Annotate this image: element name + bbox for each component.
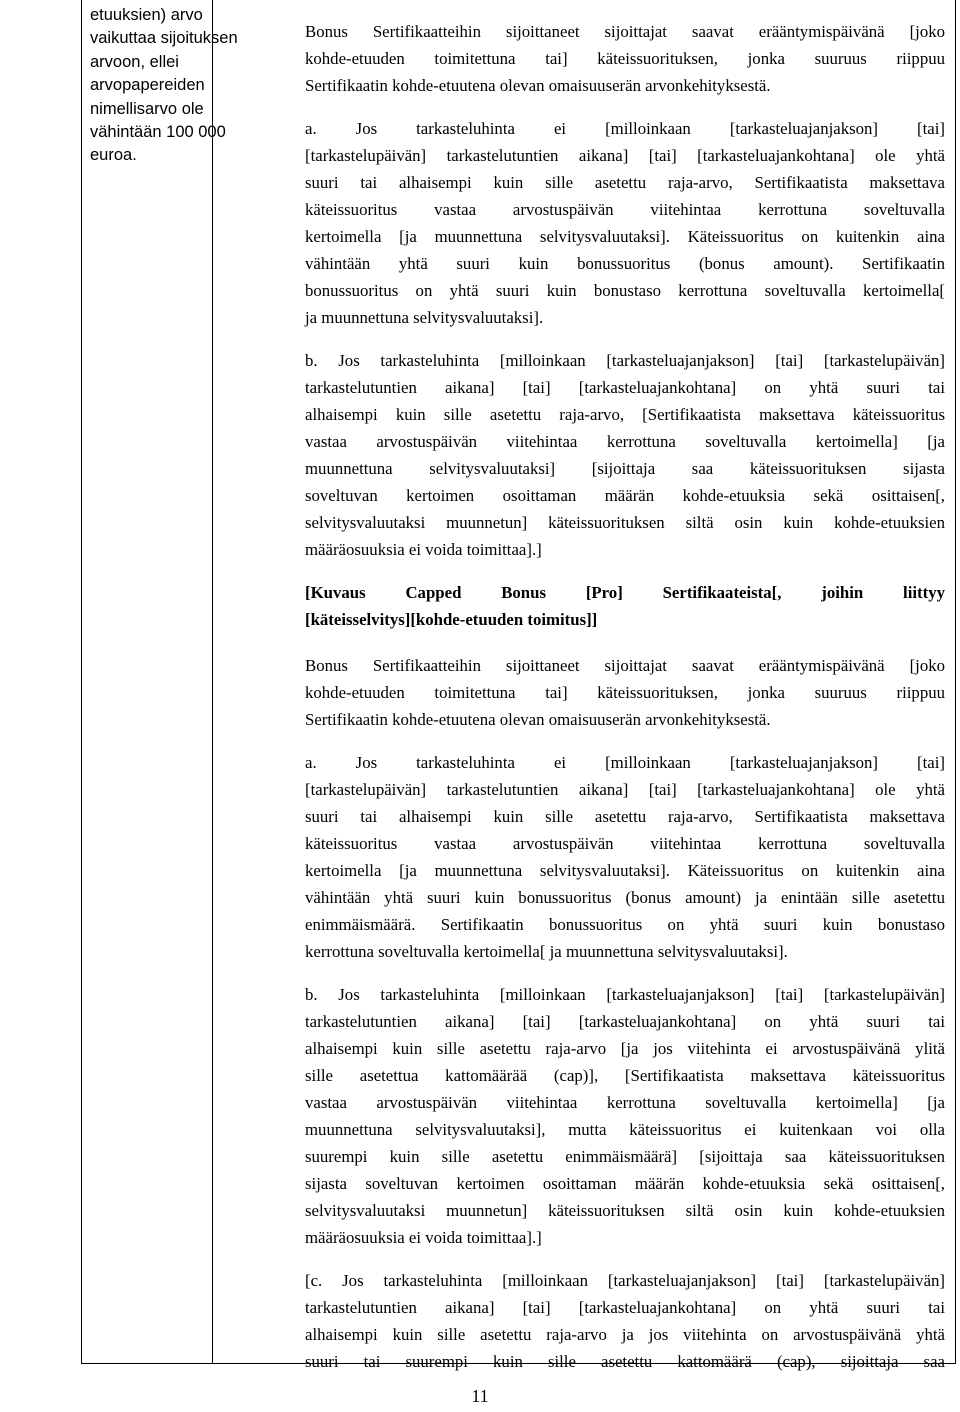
paragraph-line: enimmäismäärä. Sertifikaatin bonussuoritus on yhtä suuri kuin bonustaso: [305, 915, 945, 934]
left-cell-line: etuuksien) arvo: [90, 6, 203, 24]
paragraph-line: Sertifikaatin kohde-etuutena olevan omaisuuserän arvonkehityksestä.: [305, 710, 771, 729]
paragraph-line: vähintään yhtä suuri kuin bonussuoritus (bonus amount) ja enintään sille asetettu: [305, 888, 945, 907]
paragraph-line: tarkastelutuntien aikana] [tai] [tarkasteluajankohtana] on yhtä suuri tai: [305, 1012, 945, 1031]
paragraph-line: vastaa arvostuspäivän viitehintaa kerrottuna soveltuvalla kertoimella] [ja: [305, 1093, 945, 1112]
body-paragraph: [305, 981, 945, 1251]
paragraph-line: Sertifikaatin kohde-etuutena olevan omaisuuserän arvonkehityksestä.: [305, 76, 771, 95]
paragraph-line: muunnettuna selvitysvaluutaksi] [sijoittaja saa käteissuorituksen sijasta: [305, 459, 945, 478]
left-cell-line: arvoon, ellei: [90, 52, 179, 71]
body-paragraph: [305, 749, 945, 965]
paragraph-line: [tarkastelupäivän] tarkastelutuntien aikana] [tai] [tarkasteluajankohtana] ole yhtä: [305, 780, 945, 799]
paragraph-line: kohde-etuuden toimitettuna tai] käteissuorituksen, jonka suuruus riippuu: [305, 683, 945, 702]
body-paragraph: [305, 18, 945, 99]
paragraph-line: a. Jos tarkasteluhinta ei [milloinkaan [tarkasteluajanjakson] [tai]: [305, 753, 945, 772]
paragraph-line: tarkastelutuntien aikana] [tai] [tarkasteluajankohtana] on yhtä suuri tai: [305, 378, 945, 397]
paragraph-line: kertoimella [ja muunnettuna selvitysvaluutaksi]. Käteissuoritus on kuitenkin aina: [305, 861, 945, 880]
paragraph-line: alhaisempi kuin sille asetettu raja-arvo ja jos viitehinta on arvostuspäivänä yhtä: [305, 1325, 945, 1344]
paragraph-line: kerrottuna soveltuvalla kertoimella[ ja muunnettuna selvitysvaluutaksi].: [305, 942, 788, 961]
left-cell-line: euroa.: [90, 146, 137, 165]
paragraph-line: [tarkastelupäivän] tarkastelutuntien aikana] [tai] [tarkasteluajankohtana] ole yhtä: [305, 146, 945, 165]
paragraph-line: käteissuoritus vastaa arvostuspäivän viitehintaa kerrottuna soveltuvalla: [305, 200, 945, 219]
paragraph-line: muunnettuna selvitysvaluutaksi], mutta käteissuoritus ei kuitenkaan voi olla: [305, 1120, 945, 1139]
left-cell-line: vähintään 100 000: [90, 123, 226, 142]
column-divider: [212, 0, 213, 1364]
paragraph-line: Bonus Sertifikaatteihin sijoittaneet sijoittajat saavat erääntymispäivänä [joko: [305, 22, 945, 41]
section-heading: [305, 579, 945, 633]
body-paragraph: [305, 115, 945, 331]
body-paragraph: [305, 652, 945, 733]
left-cell-line: vaikuttaa sijoituksen: [90, 29, 238, 48]
paragraph-line: käteissuoritus vastaa arvostuspäivän viitehintaa kerrottuna soveltuvalla: [305, 834, 945, 853]
paragraph-line: suuri tai alhaisempi kuin sille asetettu raja-arvo, Sertifikaatista maksettava: [305, 173, 945, 192]
paragraph-line: vähintään yhtä suuri kuin bonussuoritus (bonus amount). Sertifikaatin: [305, 254, 945, 273]
right-column-cell: [305, 18, 945, 1391]
paragraph-line: vastaa arvostuspäivän viitehintaa kerrottuna soveltuvalla kertoimella] [ja: [305, 432, 945, 451]
paragraph-line: [c. Jos tarkasteluhinta [milloinkaan [tarkasteluajanjakson] [tai] [tarkastelupäivän]: [305, 1271, 945, 1290]
paragraph-line: [Kuvaus Capped Bonus [Pro] Sertifikaateista[, joihin liittyy: [305, 583, 945, 602]
paragraph-line: kohde-etuuden toimitettuna tai] käteissuorituksen, jonka suuruus riippuu: [305, 49, 945, 68]
paragraph-line: alhaisempi kuin sille asetettu raja-arvo, [Sertifikaatista maksettava käteissuoritus: [305, 405, 945, 424]
paragraph-line: b. Jos tarkasteluhinta [milloinkaan [tarkasteluajanjakson] [tai] [tarkastelupäivän]: [305, 351, 945, 370]
paragraph-line: sille asetettua kattomäärää (cap)], [Sertifikaatista maksettava käteissuoritus: [305, 1066, 945, 1085]
paragraph-line: sijasta soveltuvan kertoimen osoittaman määrän kohde-etuuksia sekä osittaisen[,: [305, 1174, 945, 1193]
paragraph-line: alhaisempi kuin sille asetettu raja-arvo [ja jos viitehinta ei arvostuspäivänä ylitä: [305, 1039, 945, 1058]
body-paragraph: [305, 1267, 945, 1375]
paragraph-line: suuri tai suurempi kuin sille asetettu kattomäärä (cap), sijoittaja saa: [305, 1352, 945, 1371]
paragraph-line: kertoimella [ja muunnettuna selvitysvaluutaksi]. Käteissuoritus on kuitenkin aina: [305, 227, 945, 246]
paragraph-line: määräosuuksia ei voida toimittaa].]: [305, 540, 542, 559]
paragraph-line: Bonus Sertifikaatteihin sijoittaneet sijoittajat saavat erääntymispäivänä [joko: [305, 656, 945, 675]
paragraph-line: bonussuoritus on yhtä suuri kuin bonustaso kerrottuna soveltuvalla kertoimella[: [305, 281, 945, 300]
paragraph-line: soveltuvan kertoimen osoittaman määrän kohde-etuuksia sekä osittaisen[,: [305, 486, 945, 505]
paragraph-line: selvitysvaluutaksi muunnetun] käteissuorituksen siltä osin kuin kohde-etuuksien: [305, 1201, 945, 1220]
paragraph-line: tarkastelutuntien aikana] [tai] [tarkasteluajankohtana] on yhtä suuri tai: [305, 1298, 945, 1317]
paragraph-line: suurempi kuin sille asetettu enimmäismäärä] [sijoittaja saa käteissuorituksen: [305, 1147, 945, 1166]
paragraph-line: selvitysvaluutaksi muunnetun] käteissuorituksen siltä osin kuin kohde-etuuksien: [305, 513, 945, 532]
paragraph-line: ja muunnettuna selvitysvaluutaksi].: [305, 308, 544, 327]
left-cell-line: nimellisarvo ole: [90, 99, 204, 118]
body-paragraph: [305, 347, 945, 563]
paragraph-line: [käteisselvitys][kohde-etuuden toimitus]]: [305, 610, 598, 629]
page-number: 11: [471, 1386, 489, 1406]
left-column-cell: [90, 4, 290, 168]
paragraph-line: määräosuuksia ei voida toimittaa].]: [305, 1228, 542, 1247]
left-cell-line: arvopapereiden: [90, 76, 205, 95]
paragraph-line: b. Jos tarkasteluhinta [milloinkaan [tarkasteluajanjakson] [tai] [tarkastelupäivän]: [305, 985, 945, 1004]
paragraph-line: a. Jos tarkasteluhinta ei [milloinkaan [tarkasteluajanjakson] [tai]: [305, 119, 945, 138]
paragraph-line: suuri tai alhaisempi kuin sille asetettu raja-arvo, Sertifikaatista maksettava: [305, 807, 945, 826]
